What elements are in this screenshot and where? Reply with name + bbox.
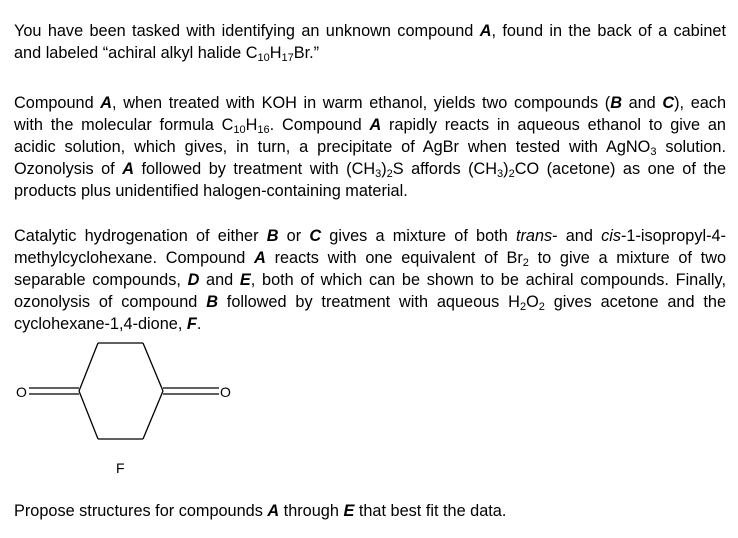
intro-paragraph: You have been tasked with identifying an unknown compound A, found in the back of a cabinet and labeled “achiral alkyl halide $C_{10}H_{17}Br$.” <box>14 22 726 64</box>
oxygen-atom-left: O <box>16 384 27 400</box>
bond-ring-1 <box>79 343 98 391</box>
reaction-paragraph-2: Catalytic hydrogenation of either B or C gives a mixture of both trans- and cis-1-isopropyl-4-methylcyclohexane. Compound A reacts with one equivalent of $Br_2$ to give a mixture of two separable compounds, D and E, both of which can be shown to be achiral compounds. Finally, ozonolysis of compound B followed by treatment with aqueous $H_2O_2$ gives acetone and the cyclohexane-1,4-dione, F. <box>14 227 727 333</box>
bond-ring-4 <box>143 391 163 439</box>
oxygen-atom-right: O <box>220 384 231 400</box>
reaction-paragraph-1: Compound A, when treated with KOH in warm ethanol, yields two compounds (B and C), each with the molecular formula $C_{10}H_{16}$. Compound A rapidly reacts in aqueous ethanol to give an acidic solution, which gives, in turn, a precipitate of AgBr when tested with AgNO$_3$ solution. Ozonolysis of A followed by treatment with $(CH_3)_2S$ affords $(CH_3)_2CO$ (acetone) as one of the products plus unidentified halogen-containing material. <box>14 94 726 200</box>
bond-ring-6 <box>79 391 98 439</box>
compound-a-label: A <box>479 22 492 40</box>
structure-label-f: F <box>116 460 125 476</box>
bond-ring-3 <box>143 343 163 391</box>
closing-prompt: Propose structures for compounds A through E that best fit the data. <box>14 502 507 520</box>
